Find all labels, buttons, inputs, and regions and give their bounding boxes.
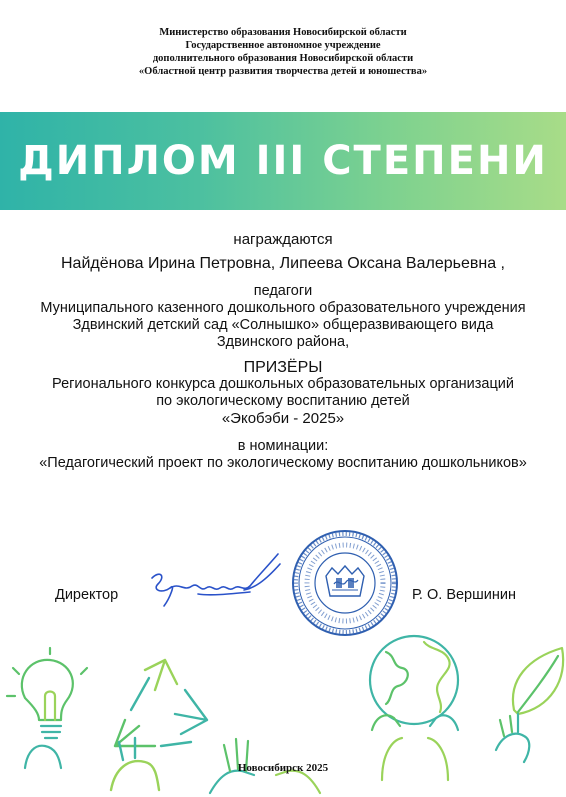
hands-icon — [210, 705, 320, 795]
handwritten-signature — [140, 548, 290, 618]
lightbulb-icon — [5, 648, 95, 768]
contest-line-3: «Экобэби - 2025» — [221, 410, 345, 427]
nomination-label: в номинации: — [237, 438, 329, 454]
org-line-1: Министерство образования Новосибирской области — [159, 27, 407, 38]
org-line-2: Государственное автономное учреждение — [185, 40, 381, 51]
contest-line-1: Регионального конкурса дошкольных образовательных организаций — [52, 376, 514, 392]
awardee-role: педагоги — [253, 283, 313, 299]
diploma-title: ДИПЛОМ III СТЕПЕНИ — [18, 138, 548, 184]
org-line-3: дополнительного образования Новосибирской области — [152, 53, 414, 64]
awarded-label: награждаются — [233, 231, 333, 248]
org-line-4: «Областной центр развития творчества детей и юношества» — [138, 66, 428, 77]
signature-position: Директор — [55, 587, 119, 603]
leaf-icon — [488, 640, 566, 770]
nomination-title: «Педагогический проект по экологическому воспитанию дошкольников» — [39, 455, 527, 471]
institution-line-2: Здвинский детский сад «Солнышко» общеразвивающего вида — [72, 317, 494, 333]
globe-icon — [352, 630, 482, 780]
institution-line-1: Муниципального казенного дошкольного образовательного учреждения — [40, 300, 526, 316]
status-winners: ПРИЗЁРЫ — [243, 359, 323, 376]
official-seal — [290, 528, 400, 638]
city-year: Новосибирск 2025 — [237, 762, 329, 774]
awardee-names: Найдёнова Ирина Петровна, Липеева Оксана Валерьевна , — [61, 255, 505, 272]
contest-line-2: по экологическому воспитанию детей — [156, 393, 410, 409]
signature-name: Р. О. Вершинин — [412, 587, 516, 603]
institution-line-3: Здвинского района, — [216, 334, 350, 350]
organization-header — [0, 26, 566, 78]
title-band — [0, 112, 566, 210]
